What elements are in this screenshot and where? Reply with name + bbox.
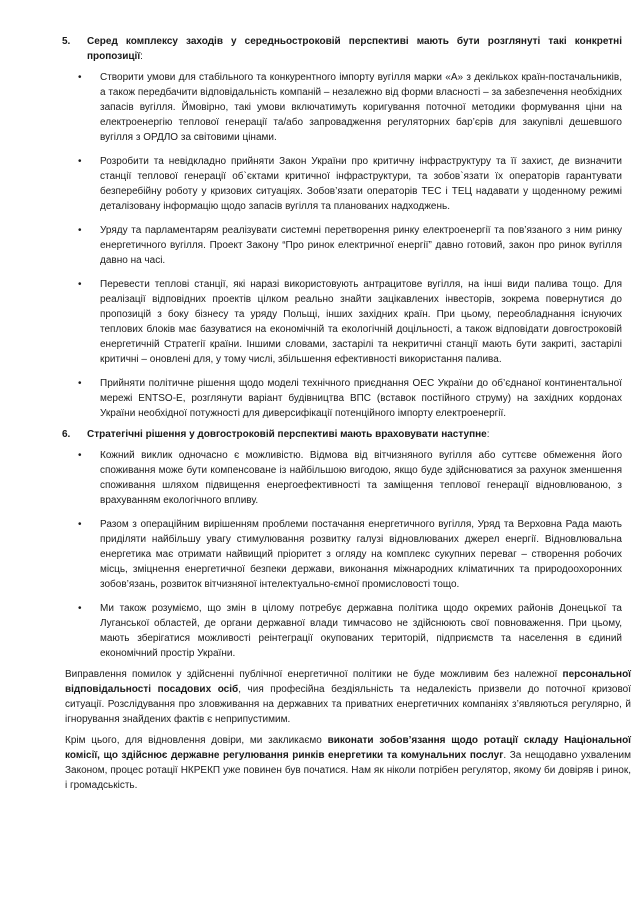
list-item <box>76 70 622 145</box>
list-item <box>76 277 622 367</box>
section-title: Серед комплексу заходів у середньостроковій перспективі мають бути розглянуті такі конкретні пропозиції: <box>87 36 622 62</box>
list-item <box>76 154 622 214</box>
section-number: 6. <box>62 429 71 440</box>
list-item <box>76 376 622 421</box>
section-heading <box>62 34 622 64</box>
bullet-icon: • <box>78 156 82 167</box>
bullet-icon: • <box>78 519 82 530</box>
section-number: 5. <box>62 36 71 47</box>
emphasis-text: персональної відповідальності посадових осіб <box>65 669 631 695</box>
section-5 <box>62 34 622 421</box>
bullet-icon: • <box>78 450 82 461</box>
bullet-list <box>76 448 622 661</box>
section-heading <box>62 427 622 442</box>
emphasis-text: виконати зобов’язання щодо ротації складу Національної комісії, що здійснює державне регулювання ринків енергетики та комунальних послуг <box>65 735 631 761</box>
bullet-list <box>76 70 622 421</box>
list-item <box>76 448 622 508</box>
bullet-icon: • <box>78 603 82 614</box>
list-item-text: Ми також розуміємо, що змін в цілому потребує державна політика щодо окремих районів Донецької та Луганської областей, де органи державної влади тимчасово не здійснюють свої повноваження. При цьому, мають зберігатися можливості реінтеграції окупованих територій, підприємств та населення в єдиний економічний простір України. <box>100 603 622 659</box>
closing-paragraph-regulator: Крім цього, для відновлення довіри, ми закликаємо виконати зобов’язання щодо ротації складу Національної комісії, що здійснює державне регулювання ринків енергетики та комунальних послуг. За нещодавно ухваленим Законом, процес ротації НКРЕКП уже повинен був початися. Нам як ніколи потрібен регулятор, якому би довіряв і ринок, і громадськість. <box>65 735 631 791</box>
bullet-icon: • <box>78 72 82 83</box>
list-item-text: Створити умови для стабільного та конкурентного імпорту вугілля марки «А» з декількох країн-постачальників, а також передбачити відповідальність компаній – незалежно від форми власності – за забезпечення необхідних запасів вугілля. Ймовірно, такі умови включатимуть коригування поточної методики формування ціни на електроенергію теплової генерації та/або запровадження регуляторних бар’єрів для закупівлі дешевшого вугілля з ОРДЛО за світовими цінами. <box>100 72 622 143</box>
bullet-icon: • <box>78 279 82 290</box>
list-item <box>76 601 622 661</box>
section-6 <box>62 427 622 661</box>
bullet-icon: • <box>78 378 82 389</box>
section-title: Стратегічні рішення у довгостроковій перспективі мають враховувати наступне: <box>87 429 490 440</box>
list-item-text: Розробити та невідкладно прийняти Закон України про критичну інфраструктуру та її захист, де визначити станції теплової генерації об`єктами критичної інфраструктури, та зобов`язати їх операторів гарантувати безперебійну роботу у кризових ситуаціях. Зобов’язати операторів ТЕС і ТЕЦ надавати у щоденному режимі деталізовану інформацію щодо запасів вугілля та планованих надходжень. <box>100 156 622 212</box>
list-item-text: Разом з операційним вирішенням проблеми постачання енергетичного вугілля, Уряд та Верховна Рада мають приділяти найбільшу увагу стимулювання розвитку галузі відновлюваних джерел енергії. Відновлювальна енергетика має отримати найвищий пріоритет з огляду на комплекс сукупних переваг – створення робочих місць, зміцнення енергетичної безпеки держави, виконання міжнародних кліматичних та природоохоронних зобов’язань, розвиток вітчизняної інтелектуально-ємної промисловості тощо. <box>100 519 622 590</box>
list-item-text: Прийняти політичне рішення щодо моделі технічного приєднання ОЕС України до об’єднаної континентальної мережі ENTSO-E, розглянути варіант будівництва ВПС (вставок постійного струму) на західних кордонах України необхідної потужності для диверсифікації потенційного імпорту електроенергії. <box>100 378 622 419</box>
list-item-text: Уряду та парламентарям реалізувати системні перетворення ринку електроенергії та пов’язаного з ним ринку енергетичного вугілля. Проект Закону “Про ринок електричної енергії” давно готовий, закон про ринок вугілля давно на часі. <box>100 225 622 266</box>
list-item <box>76 223 622 268</box>
list-item-text: Перевести теплові станції, які наразі використовують антрацитове вугілля, на інші види палива тощо. Для реалізації відповідних проектів цілком реально знайти зацікавлених інвесторів, зокрема повернутися до пропозицій з боку бізнесу та уряду Польщі, інших західних країн. При цьому, переобладнання існуючих теплових блоків має базуватися на економічній та екологічній доцільності, а також відповідати довгостроковій енергетичній Стратегії країни. Іншими словами, застарілі та некритичні станції мають бути закриті, застарілі критичні – оновлені для, у тому числі, збільшення ефективності використання палива. <box>100 279 622 365</box>
list-item-text: Кожний виклик одночасно є можливістю. Відмова від вітчизняного вугілля або суттєве обмеження його споживання може бути компенсоване із найбільшою вигодою, якщо буде здійснюватися за рахунок зменшення споживання шляхом підвищення енергоефективності та заміщення теплової генерації відновлюваною, з врахуванням екологічного впливу. <box>100 450 622 506</box>
closing-paragraph-responsibility: Виправлення помилок у здійсненні публічної енергетичної політики не буде можливим без належної персональної відповідальності посадових осіб, чия професійна бездіяльність та недалекість призвели до поточної кризової ситуації. Розслідування про зловживання на державних та приватних енергетичних компаніях з’являються регулярно, й ігнорування знайдених фактів є неприпустимим. <box>65 669 631 725</box>
list-item <box>76 517 622 592</box>
bullet-icon: • <box>78 225 82 236</box>
